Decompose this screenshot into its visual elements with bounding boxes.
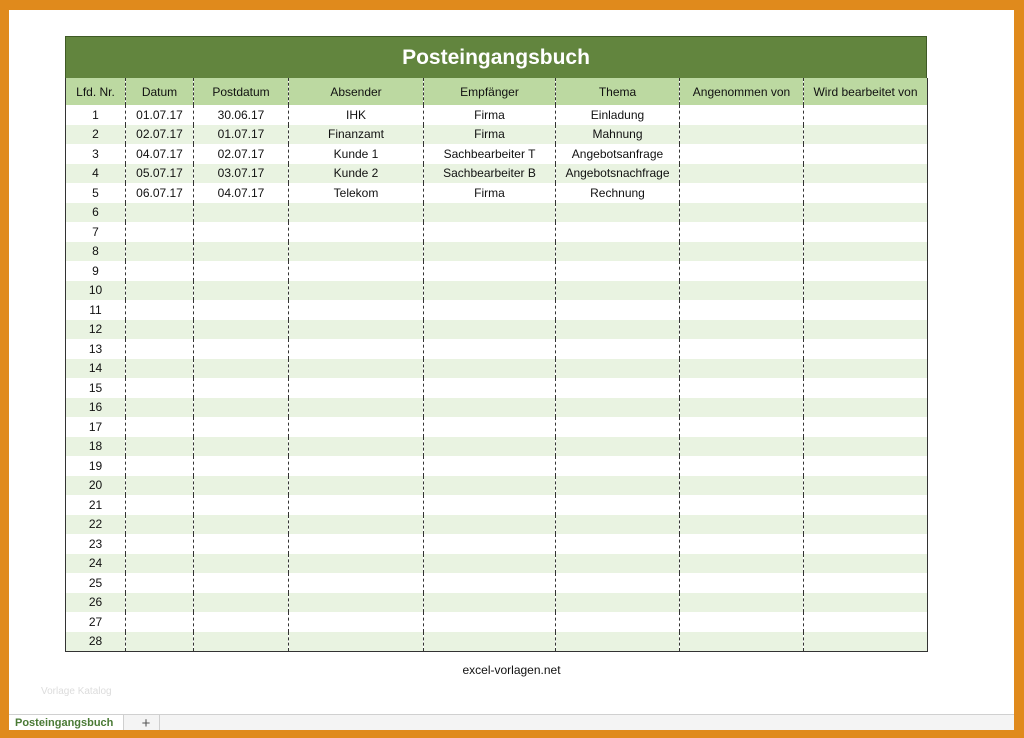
- table-row: [66, 612, 928, 632]
- cell-thema[interactable]: [556, 222, 680, 242]
- cell-empfaenger[interactable]: [424, 554, 556, 574]
- cell-empfaenger[interactable]: [424, 573, 556, 593]
- cell-thema[interactable]: [556, 632, 680, 652]
- cell-thema[interactable]: [556, 339, 680, 359]
- cell-thema[interactable]: [556, 437, 680, 457]
- column-header-lfd-nr[interactable]: Lfd. Nr.: [66, 78, 126, 105]
- cell-postdatum[interactable]: [194, 261, 289, 281]
- cell-absender[interactable]: [289, 378, 424, 398]
- cell-angenommen-von[interactable]: [680, 359, 804, 379]
- table-row: [66, 593, 928, 613]
- cell-bearbeitet-von[interactable]: [804, 378, 928, 398]
- cell-datum[interactable]: [126, 281, 194, 301]
- cell-absender[interactable]: [289, 632, 424, 652]
- cell-datum[interactable]: [126, 320, 194, 340]
- cell-absender[interactable]: [289, 339, 424, 359]
- cell-angenommen-von[interactable]: [680, 398, 804, 418]
- column-header-thema[interactable]: Thema: [556, 78, 680, 105]
- cell-thema[interactable]: [556, 456, 680, 476]
- cell-angenommen-von[interactable]: [680, 437, 804, 457]
- column-header-bearbeitet-von[interactable]: Wird bearbeitet von: [804, 78, 928, 105]
- cell-datum[interactable]: [126, 554, 194, 574]
- cell-bearbeitet-von[interactable]: [804, 612, 928, 632]
- cell-angenommen-von[interactable]: [680, 125, 804, 145]
- cell-empfaenger[interactable]: [424, 339, 556, 359]
- cell-angenommen-von[interactable]: [680, 261, 804, 281]
- cell-thema[interactable]: [556, 378, 680, 398]
- cell-bearbeitet-von[interactable]: [804, 554, 928, 574]
- cell-postdatum[interactable]: [194, 320, 289, 340]
- cell-absender[interactable]: [289, 515, 424, 535]
- table-row: [66, 320, 928, 340]
- cell-bearbeitet-von[interactable]: [804, 281, 928, 301]
- table-row: [66, 281, 928, 301]
- cell-postdatum[interactable]: [194, 222, 289, 242]
- table-row: [66, 495, 928, 515]
- cell-empfaenger[interactable]: [424, 242, 556, 262]
- cell-angenommen-von[interactable]: [680, 417, 804, 437]
- cell-angenommen-von[interactable]: [680, 203, 804, 223]
- cell-angenommen-von[interactable]: [680, 320, 804, 340]
- cell-angenommen-von[interactable]: [680, 534, 804, 554]
- cell-postdatum[interactable]: 01.07.17: [194, 125, 289, 145]
- cell-lfd-nr[interactable]: 20: [66, 476, 126, 496]
- cell-datum[interactable]: [126, 456, 194, 476]
- cell-thema[interactable]: [556, 554, 680, 574]
- cell-datum[interactable]: [126, 222, 194, 242]
- mail-log-sheet: [65, 36, 927, 652]
- cell-bearbeitet-von[interactable]: [804, 476, 928, 496]
- table-row: [66, 261, 928, 281]
- cell-bearbeitet-von[interactable]: [804, 125, 928, 145]
- mail-log-table: [65, 78, 928, 652]
- cell-absender[interactable]: [289, 573, 424, 593]
- cell-thema[interactable]: [556, 359, 680, 379]
- cell-empfaenger[interactable]: [424, 300, 556, 320]
- cell-angenommen-von[interactable]: [680, 612, 804, 632]
- cell-lfd-nr[interactable]: 17: [66, 417, 126, 437]
- cell-postdatum[interactable]: [194, 339, 289, 359]
- cell-datum[interactable]: [126, 203, 194, 223]
- cell-bearbeitet-von[interactable]: [804, 320, 928, 340]
- cell-angenommen-von[interactable]: [680, 573, 804, 593]
- cell-absender[interactable]: [289, 359, 424, 379]
- cell-lfd-nr[interactable]: 2: [66, 125, 126, 145]
- cell-datum[interactable]: [126, 515, 194, 535]
- cell-empfaenger[interactable]: Firma: [424, 105, 556, 125]
- cell-empfaenger[interactable]: [424, 515, 556, 535]
- cell-empfaenger[interactable]: [424, 437, 556, 457]
- cell-empfaenger[interactable]: [424, 476, 556, 496]
- cell-lfd-nr[interactable]: 4: [66, 164, 126, 184]
- cell-angenommen-von[interactable]: [680, 339, 804, 359]
- cell-datum[interactable]: [126, 359, 194, 379]
- cell-lfd-nr[interactable]: 14: [66, 359, 126, 379]
- cell-thema[interactable]: Einladung: [556, 105, 680, 125]
- cell-postdatum[interactable]: [194, 573, 289, 593]
- cell-datum[interactable]: [126, 300, 194, 320]
- cell-lfd-nr[interactable]: 5: [66, 183, 126, 203]
- cell-bearbeitet-von[interactable]: [804, 534, 928, 554]
- cell-angenommen-von[interactable]: [680, 183, 804, 203]
- cell-empfaenger[interactable]: Firma: [424, 183, 556, 203]
- table-row: [66, 437, 928, 457]
- cell-angenommen-von[interactable]: [680, 554, 804, 574]
- cell-postdatum[interactable]: [194, 456, 289, 476]
- cell-empfaenger[interactable]: [424, 222, 556, 242]
- cell-thema[interactable]: Mahnung: [556, 125, 680, 145]
- cell-thema[interactable]: [556, 495, 680, 515]
- cell-postdatum[interactable]: [194, 554, 289, 574]
- spreadsheet-canvas: [9, 10, 1014, 730]
- cell-bearbeitet-von[interactable]: [804, 203, 928, 223]
- cell-lfd-nr[interactable]: 27: [66, 612, 126, 632]
- cell-thema[interactable]: [556, 398, 680, 418]
- cell-lfd-nr[interactable]: 19: [66, 456, 126, 476]
- cell-postdatum[interactable]: 04.07.17: [194, 183, 289, 203]
- cell-bearbeitet-von[interactable]: [804, 242, 928, 262]
- cell-postdatum[interactable]: [194, 378, 289, 398]
- table-row: [66, 417, 928, 437]
- cell-empfaenger[interactable]: [424, 456, 556, 476]
- table-row: [66, 632, 928, 652]
- cell-postdatum[interactable]: 02.07.17: [194, 144, 289, 164]
- cell-bearbeitet-von[interactable]: [804, 164, 928, 184]
- table-row: [66, 359, 928, 379]
- cell-datum[interactable]: [126, 632, 194, 652]
- cell-lfd-nr[interactable]: 24: [66, 554, 126, 574]
- cell-postdatum[interactable]: [194, 437, 289, 457]
- cell-lfd-nr[interactable]: 3: [66, 144, 126, 164]
- cell-postdatum[interactable]: 03.07.17: [194, 164, 289, 184]
- cell-datum[interactable]: [126, 398, 194, 418]
- cell-datum[interactable]: [126, 437, 194, 457]
- cell-absender[interactable]: [289, 417, 424, 437]
- cell-angenommen-von[interactable]: [680, 515, 804, 535]
- cell-empfaenger[interactable]: [424, 359, 556, 379]
- cell-angenommen-von[interactable]: [680, 144, 804, 164]
- cell-absender[interactable]: [289, 534, 424, 554]
- column-header-absender[interactable]: Absender: [289, 78, 424, 105]
- cell-datum[interactable]: [126, 261, 194, 281]
- cell-bearbeitet-von[interactable]: [804, 261, 928, 281]
- cell-absender[interactable]: [289, 320, 424, 340]
- cell-postdatum[interactable]: [194, 495, 289, 515]
- cell-datum[interactable]: [126, 339, 194, 359]
- cell-lfd-nr[interactable]: 11: [66, 300, 126, 320]
- table-row: [66, 456, 928, 476]
- cell-bearbeitet-von[interactable]: [804, 437, 928, 457]
- cell-lfd-nr[interactable]: 21: [66, 495, 126, 515]
- watermark-text: Vorlage Katalog: [41, 686, 112, 697]
- cell-thema[interactable]: [556, 300, 680, 320]
- add-sheet-button[interactable]: +: [133, 715, 160, 730]
- cell-thema[interactable]: [556, 593, 680, 613]
- cell-absender[interactable]: [289, 437, 424, 457]
- cell-thema[interactable]: [556, 476, 680, 496]
- cell-angenommen-von[interactable]: [680, 495, 804, 515]
- cell-absender[interactable]: [289, 398, 424, 418]
- cell-angenommen-von[interactable]: [680, 105, 804, 125]
- cell-thema[interactable]: [556, 515, 680, 535]
- cell-empfaenger[interactable]: [424, 378, 556, 398]
- cell-datum[interactable]: [126, 612, 194, 632]
- cell-bearbeitet-von[interactable]: [804, 105, 928, 125]
- cell-postdatum[interactable]: [194, 612, 289, 632]
- cell-bearbeitet-von[interactable]: [804, 495, 928, 515]
- cell-bearbeitet-von[interactable]: [804, 417, 928, 437]
- cell-empfaenger[interactable]: [424, 261, 556, 281]
- cell-lfd-nr[interactable]: 18: [66, 437, 126, 457]
- column-header-angenommen-von[interactable]: Angenommen von: [680, 78, 804, 105]
- cell-datum[interactable]: 01.07.17: [126, 105, 194, 125]
- cell-absender[interactable]: [289, 261, 424, 281]
- cell-empfaenger[interactable]: [424, 534, 556, 554]
- table-body: [66, 105, 928, 652]
- table-row: [66, 183, 928, 203]
- table-row: [66, 203, 928, 223]
- cell-postdatum[interactable]: [194, 242, 289, 262]
- cell-datum[interactable]: 06.07.17: [126, 183, 194, 203]
- cell-bearbeitet-von[interactable]: [804, 339, 928, 359]
- cell-thema[interactable]: Angebotsanfrage: [556, 144, 680, 164]
- table-row: [66, 378, 928, 398]
- cell-lfd-nr[interactable]: 10: [66, 281, 126, 301]
- cell-thema[interactable]: Rechnung: [556, 183, 680, 203]
- table-header: [66, 78, 928, 105]
- cell-bearbeitet-von[interactable]: [804, 456, 928, 476]
- table-row: [66, 105, 928, 125]
- cell-bearbeitet-von[interactable]: [804, 300, 928, 320]
- cell-absender[interactable]: [289, 495, 424, 515]
- table-row: [66, 144, 928, 164]
- table-row: [66, 300, 928, 320]
- cell-bearbeitet-von[interactable]: [804, 183, 928, 203]
- cell-lfd-nr[interactable]: 26: [66, 593, 126, 613]
- cell-thema[interactable]: [556, 203, 680, 223]
- cell-lfd-nr[interactable]: 12: [66, 320, 126, 340]
- cell-lfd-nr[interactable]: 8: [66, 242, 126, 262]
- table-row: [66, 554, 928, 574]
- cell-absender[interactable]: [289, 281, 424, 301]
- cell-angenommen-von[interactable]: [680, 164, 804, 184]
- cell-empfaenger[interactable]: [424, 281, 556, 301]
- cell-absender[interactable]: Telekom: [289, 183, 424, 203]
- cell-empfaenger[interactable]: Sachbearbeiter T: [424, 144, 556, 164]
- cell-angenommen-von[interactable]: [680, 632, 804, 652]
- table-row: [66, 534, 928, 554]
- column-header-postdatum[interactable]: Postdatum: [194, 78, 289, 105]
- cell-datum[interactable]: [126, 417, 194, 437]
- cell-absender[interactable]: [289, 593, 424, 613]
- cell-lfd-nr[interactable]: 28: [66, 632, 126, 652]
- cell-empfaenger[interactable]: [424, 417, 556, 437]
- cell-datum[interactable]: [126, 378, 194, 398]
- cell-empfaenger[interactable]: [424, 320, 556, 340]
- cell-thema[interactable]: Angebotsnachfrage: [556, 164, 680, 184]
- cell-thema[interactable]: [556, 534, 680, 554]
- cell-bearbeitet-von[interactable]: [804, 359, 928, 379]
- header-row: [66, 78, 928, 105]
- cell-postdatum[interactable]: [194, 632, 289, 652]
- cell-datum[interactable]: 02.07.17: [126, 125, 194, 145]
- cell-postdatum[interactable]: [194, 476, 289, 496]
- cell-absender[interactable]: [289, 203, 424, 223]
- cell-bearbeitet-von[interactable]: [804, 222, 928, 242]
- cell-absender[interactable]: IHK: [289, 105, 424, 125]
- cell-thema[interactable]: [556, 281, 680, 301]
- table-row: [66, 476, 928, 496]
- cell-thema[interactable]: [556, 320, 680, 340]
- cell-datum[interactable]: [126, 495, 194, 515]
- cell-datum[interactable]: [126, 476, 194, 496]
- cell-lfd-nr[interactable]: 23: [66, 534, 126, 554]
- cell-bearbeitet-von[interactable]: [804, 144, 928, 164]
- column-header-empfaenger[interactable]: Empfänger: [424, 78, 556, 105]
- table-row: [66, 339, 928, 359]
- table-row: [66, 573, 928, 593]
- cell-thema[interactable]: [556, 612, 680, 632]
- cell-lfd-nr[interactable]: 1: [66, 105, 126, 125]
- cell-lfd-nr[interactable]: 9: [66, 261, 126, 281]
- source-footer: excel-vorlagen.net: [462, 663, 561, 677]
- cell-lfd-nr[interactable]: 15: [66, 378, 126, 398]
- column-header-datum[interactable]: Datum: [126, 78, 194, 105]
- cell-postdatum[interactable]: [194, 593, 289, 613]
- cell-angenommen-von[interactable]: [680, 242, 804, 262]
- cell-postdatum[interactable]: 30.06.17: [194, 105, 289, 125]
- cell-bearbeitet-von[interactable]: [804, 515, 928, 535]
- cell-postdatum[interactable]: [194, 300, 289, 320]
- cell-absender[interactable]: [289, 242, 424, 262]
- cell-empfaenger[interactable]: [424, 203, 556, 223]
- cell-absender[interactable]: Finanzamt: [289, 125, 424, 145]
- cell-datum[interactable]: [126, 593, 194, 613]
- cell-absender[interactable]: [289, 612, 424, 632]
- cell-postdatum[interactable]: [194, 417, 289, 437]
- cell-empfaenger[interactable]: [424, 632, 556, 652]
- sheet-tab-posteingangsbuch[interactable]: Posteingangsbuch: [9, 715, 124, 730]
- sheet-title: Posteingangsbuch: [65, 36, 927, 78]
- cell-lfd-nr[interactable]: 7: [66, 222, 126, 242]
- cell-lfd-nr[interactable]: 6: [66, 203, 126, 223]
- cell-datum[interactable]: 05.07.17: [126, 164, 194, 184]
- cell-empfaenger[interactable]: Sachbearbeiter B: [424, 164, 556, 184]
- cell-absender[interactable]: Kunde 2: [289, 164, 424, 184]
- cell-bearbeitet-von[interactable]: [804, 593, 928, 613]
- cell-angenommen-von[interactable]: [680, 281, 804, 301]
- cell-datum[interactable]: [126, 242, 194, 262]
- cell-postdatum[interactable]: [194, 281, 289, 301]
- table-row: [66, 222, 928, 242]
- cell-bearbeitet-von[interactable]: [804, 573, 928, 593]
- cell-lfd-nr[interactable]: 13: [66, 339, 126, 359]
- cell-absender[interactable]: [289, 300, 424, 320]
- sheet-tab-bar: [9, 714, 1014, 730]
- cell-angenommen-von[interactable]: [680, 593, 804, 613]
- cell-absender[interactable]: Kunde 1: [289, 144, 424, 164]
- cell-thema[interactable]: [556, 417, 680, 437]
- cell-lfd-nr[interactable]: 25: [66, 573, 126, 593]
- cell-empfaenger[interactable]: [424, 612, 556, 632]
- cell-datum[interactable]: [126, 534, 194, 554]
- cell-datum[interactable]: [126, 573, 194, 593]
- cell-empfaenger[interactable]: Firma: [424, 125, 556, 145]
- cell-angenommen-von[interactable]: [680, 476, 804, 496]
- cell-angenommen-von[interactable]: [680, 378, 804, 398]
- cell-absender[interactable]: [289, 554, 424, 574]
- cell-angenommen-von[interactable]: [680, 456, 804, 476]
- table-row: [66, 125, 928, 145]
- cell-empfaenger[interactable]: [424, 495, 556, 515]
- cell-absender[interactable]: [289, 476, 424, 496]
- cell-lfd-nr[interactable]: 16: [66, 398, 126, 418]
- cell-postdatum[interactable]: [194, 203, 289, 223]
- cell-empfaenger[interactable]: [424, 593, 556, 613]
- cell-bearbeitet-von[interactable]: [804, 398, 928, 418]
- cell-postdatum[interactable]: [194, 515, 289, 535]
- cell-postdatum[interactable]: [194, 398, 289, 418]
- cell-absender[interactable]: [289, 222, 424, 242]
- cell-absender[interactable]: [289, 456, 424, 476]
- cell-lfd-nr[interactable]: 22: [66, 515, 126, 535]
- cell-empfaenger[interactable]: [424, 398, 556, 418]
- cell-thema[interactable]: [556, 242, 680, 262]
- table-row: [66, 242, 928, 262]
- cell-postdatum[interactable]: [194, 359, 289, 379]
- cell-datum[interactable]: 04.07.17: [126, 144, 194, 164]
- cell-thema[interactable]: [556, 261, 680, 281]
- cell-thema[interactable]: [556, 573, 680, 593]
- cell-bearbeitet-von[interactable]: [804, 632, 928, 652]
- table-row: [66, 515, 928, 535]
- table-row: [66, 398, 928, 418]
- table-row: [66, 164, 928, 184]
- cell-postdatum[interactable]: [194, 534, 289, 554]
- cell-angenommen-von[interactable]: [680, 300, 804, 320]
- cell-angenommen-von[interactable]: [680, 222, 804, 242]
